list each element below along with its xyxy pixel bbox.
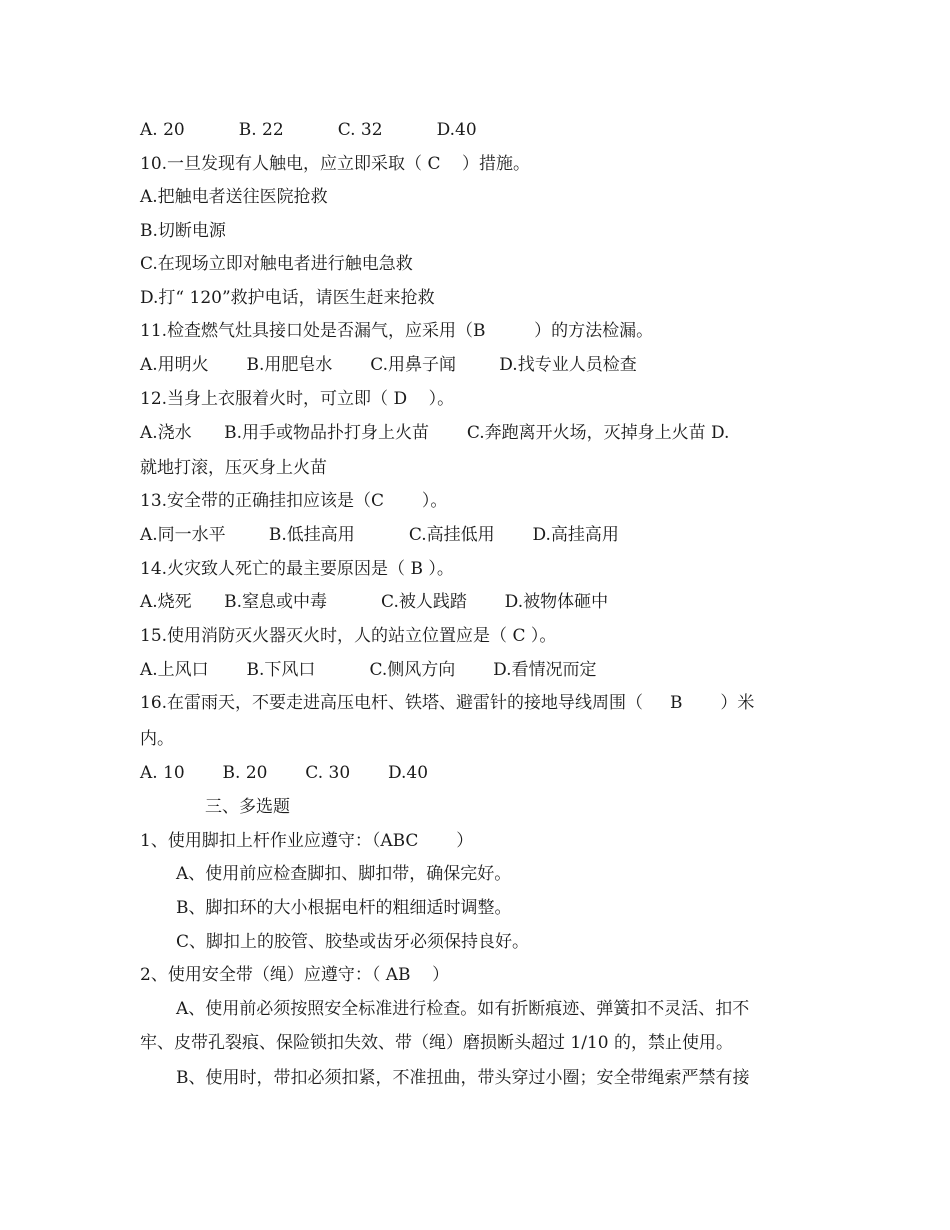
q15-options: A.上风口 B.下风口 C.侧风方向 D.看情况而定 — [140, 660, 597, 680]
q9-options: A. 20 B. 22 C. 32 D.40 — [140, 120, 477, 140]
q10-option-b: B.切断电源 — [140, 221, 226, 241]
q16-options: A. 10 B. 20 C. 30 D.40 — [140, 763, 429, 783]
q16-question: 16.在雷雨天，不要走进高压电杆、铁塔、避雷针的接地导线周围（ B ）米 — [140, 693, 755, 713]
q14-question: 14.火灾致人死亡的最主要原因是（ B ）。 — [140, 559, 454, 579]
q15-question: 15.使用消防灭火器灭火时，人的站立位置应是（ C ）。 — [140, 626, 557, 646]
mc1-option-a: A、使用前应检查脚扣、脚扣带，确保完好。 — [176, 864, 512, 884]
q10-option-d: D.打“ 120”救护电话，请医生赶来抢救 — [140, 288, 435, 308]
q12-options-cont: 就地打滚，压灭身上火苗 — [140, 458, 327, 478]
q10-option-a: A.把触电者送往医院抢救 — [140, 187, 328, 207]
mc1-option-b: B、脚扣环的大小根据电杆的粗细适时调整。 — [176, 898, 512, 918]
q11-options: A.用明火 B.用肥皂水 C.用鼻子闻 D.找专业人员检查 — [140, 355, 637, 375]
q12-question: 12.当身上衣服着火时，可立即（ D ）。 — [140, 389, 455, 409]
q10-option-c: C.在现场立即对触电者进行触电急救 — [140, 254, 413, 274]
q13-question: 13.安全带的正确挂扣应该是（C ）。 — [140, 491, 448, 511]
mc2-option-a-cont: 牢、皮带孔裂痕、保险锁扣失效、带（绳）磨损断头超过 1/10 的，禁止使用。 — [140, 1033, 733, 1053]
q11-question: 11.检查燃气灶具接口处是否漏气，应采用（B ）的方法检漏。 — [140, 321, 654, 341]
q14-options: A.烧死 B.窒息或中毒 C.被人践踏 D.被物体砸中 — [140, 592, 609, 612]
section-heading-multiple-choice: 三、多选题 — [205, 797, 290, 817]
mc2-option-b: B、使用时，带扣必须扣紧，不准扭曲，带头穿过小圈；安全带绳索严禁有接 — [176, 1068, 750, 1088]
q16-question-cont: 内。 — [140, 729, 174, 749]
mc2-option-a: A、使用前必须按照安全标准进行检查。如有折断痕迹、弹簧扣不灵活、扣不 — [176, 999, 750, 1019]
mc1-option-c: C、脚扣上的胶管、胶垫或齿牙必须保持良好。 — [176, 932, 530, 952]
q10-question: 10.一旦发现有人触电，应立即采取（ C ）措施。 — [140, 154, 531, 174]
q13-options: A.同一水平 B.低挂高用 C.高挂低用 D.高挂高用 — [140, 525, 619, 545]
mc1-question: 1、使用脚扣上杆作业应遵守：（ABC ） — [140, 831, 474, 851]
q12-options: A.浇水 B.用手或物品扑打身上火苗 C.奔跑离开火场，灭掉身上火苗 D. — [140, 423, 730, 443]
mc2-question: 2、使用安全带（绳）应遵守：（ AB ） — [140, 965, 450, 985]
